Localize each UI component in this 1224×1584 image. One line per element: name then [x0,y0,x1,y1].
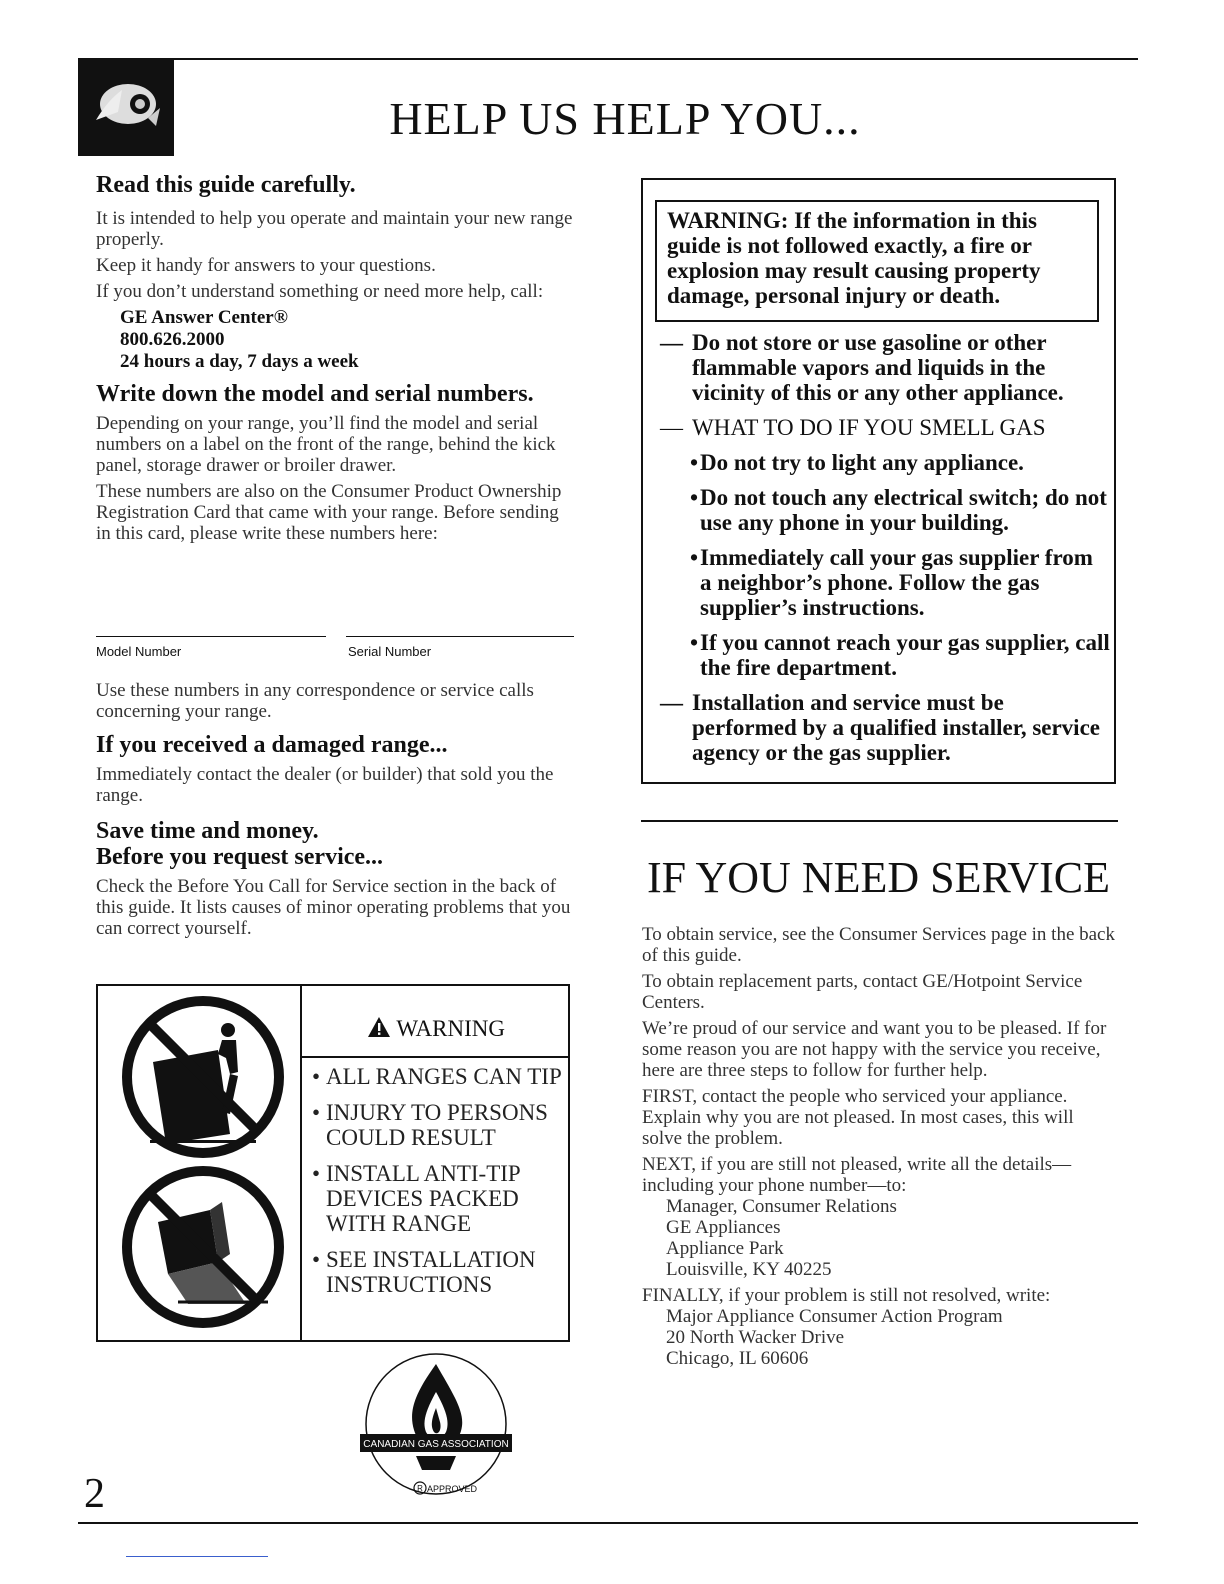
manual-logo-icon [78,60,174,156]
damaged-heading: If you received a damaged range... [96,732,448,758]
write-p2: These numbers are also on the Consumer Product Ownership Registration Card that came with your range. Before sending in this card, please write these numbers here: [96,481,562,544]
model-number-label: Model Number [96,644,182,659]
left-column [96,172,576,549]
serial-number-line[interactable] [346,636,574,637]
address-line: 20 North Wacker Drive [666,1327,845,1348]
serial-number-label: Serial Number [348,644,432,659]
gas-warning-inner-box: WARNING: If the information in this guide is not followed exactly, a fire or explosion may result causing property damage, personal injury or death. [655,200,1099,322]
footer-rule [78,1522,1138,1524]
service-p6: FINALLY, if your problem is still not resolved, write: [642,1285,1051,1306]
gas-warning-bullet: • If you cannot reach your gas supplier, call the fire department. [690,630,1110,680]
no-tip-icon [118,992,288,1167]
tip-item: • SEE INSTALLATION INSTRUCTIONS [312,1247,568,1297]
gas-warning-dash-text: Installation and service must be performed by a qualified installer, service agency or the gas supplier. [692,690,1100,765]
warning-triangle-icon [367,1016,396,1041]
svg-text:R: R [417,1484,423,1493]
gas-warning-bullet-text: If you cannot reach your gas supplier, call the fire department. [700,630,1110,680]
service-column [642,924,1117,1369]
tip-item-text: INJURY TO PERSONS COULD RESULT [326,1100,548,1150]
no-tip-range-icon [118,1162,288,1337]
damaged-p1: Immediately contact the dealer (or builder) that sold you the range. [96,764,554,806]
gas-warning-dash-text: WHAT TO DO IF YOU SMELL GAS [692,415,1046,440]
gas-warning-bullet-text: Immediately call your gas supplier from a neighbor’s phone. Follow the gas supplier’s instructions. [700,545,1093,620]
write-heading: Write down the model and serial numbers. [96,381,534,407]
header-top-rule [78,58,1138,60]
address-block-1 [666,1196,1117,1280]
service-top-rule [641,820,1118,822]
address-line: Major Appliance Consumer Action Program [666,1306,1003,1327]
save-heading-1: Save time and money. [96,818,319,844]
page-title: HELP US HELP YOU... [389,93,861,144]
gas-warning-dash-item: — WHAT TO DO IF YOU SMELL GAS [660,415,1046,440]
page-number: 2 [84,1471,105,1517]
cga-approved-text: APPROVED [426,1484,478,1494]
tip-item: • INSTALL ANTI-TIP DEVICES PACKED WITH RANGE [312,1161,568,1236]
number-fields [96,636,574,666]
tip-item-text: ALL RANGES CAN TIP [326,1064,562,1089]
contact-hours: 24 hours a day, 7 days a week [120,351,359,372]
address-line: GE Appliances [666,1217,781,1238]
gas-warning-bullet: • Do not try to light any appliance. [690,450,1024,475]
footer-link-underline [126,1556,268,1557]
write-p3: Use these numbers in any correspondence or service calls concerning your range. [96,680,534,722]
left-column-lower [96,680,576,944]
gas-warning-bullet: • Immediately call your gas supplier from a neighbor’s phone. Follow the gas supplier’s instructions. [690,545,1110,620]
service-title: IF YOU NEED SERVICE [647,853,1110,902]
save-heading-2: Before you request service... [96,844,384,870]
tip-item-text: INSTALL ANTI-TIP DEVICES PACKED WITH RANGE [326,1161,520,1236]
gas-warning-dash-item: — Installation and service must be performed by a qualified installer, service agency or the gas supplier. [660,690,1110,765]
read-p1: It is intended to help you operate and maintain your new range properly. [96,208,573,250]
read-heading: Read this guide carefully. [96,172,356,198]
model-number-line[interactable] [96,636,326,637]
gas-warning-bullet: • Do not touch any electrical switch; do not use any phone in your building. [690,485,1110,535]
tip-item: • INJURY TO PERSONS COULD RESULT [312,1100,568,1150]
write-p1: Depending on your range, you’ll find the model and serial numbers on a label on the front of the range, behind the kick panel, storage drawer or broiler drawer. [96,413,556,476]
tip-warning-list [312,1064,568,1308]
tip-warning-label: WARNING [396,1016,505,1041]
service-p4: FIRST, contact the people who serviced your appliance. Explain why you are not pleased. In most cases, this will solve the problem. [642,1086,1074,1149]
service-p5: NEXT, if you are still not pleased, write all the details—including your phone number—to: [642,1154,1072,1196]
service-p2: To obtain replacement parts, contact GE/Hotpoint Service Centers. [642,971,1083,1013]
address-line: Appliance Park [666,1238,784,1259]
cga-seal [356,1352,516,1507]
service-p3: We’re proud of our service and want you to be pleased. If for some reason you are not happy with the service you receive, here are three steps to follow for further help. [642,1018,1107,1081]
tip-warning-heading [302,1016,570,1058]
gas-warning-bullet-text: Do not try to light any appliance. [700,450,1024,475]
cga-band-text: CANADIAN GAS ASSOCIATION [363,1439,509,1450]
address-block-2 [666,1306,1117,1369]
read-p3: If you don’t understand something or need more help, call: [96,281,544,302]
service-p1: To obtain service, see the Consumer Services page in the back of this guide. [642,924,1115,966]
read-p2: Keep it handy for answers to your questions. [96,255,436,276]
tip-item-text: SEE INSTALLATION INSTRUCTIONS [326,1247,536,1297]
gas-warning-list [660,330,1110,775]
gas-warning-dash-text: Do not store or use gasoline or other flammable vapors and liquids in the vicinity of this or any other appliance. [692,330,1064,405]
gas-warning-dash-item: — Do not store or use gasoline or other flammable vapors and liquids in the vicinity of this or any other appliance. [660,330,1110,405]
tip-item: • ALL RANGES CAN TIP [312,1064,562,1089]
address-line: Manager, Consumer Relations [666,1196,897,1217]
contact-name: GE Answer Center® [120,307,288,328]
gas-warning-bullet-text: Do not touch any electrical switch; do not use any phone in your building. [700,485,1107,535]
address-line: Louisville, KY 40225 [666,1259,832,1280]
save-p1: Check the Before You Call for Service section in the back of this guide. It lists causes of minor operating problems that you can correct yourself. [96,876,571,939]
address-line: Chicago, IL 60606 [666,1348,809,1369]
contact-phone: 800.626.2000 [120,329,225,350]
